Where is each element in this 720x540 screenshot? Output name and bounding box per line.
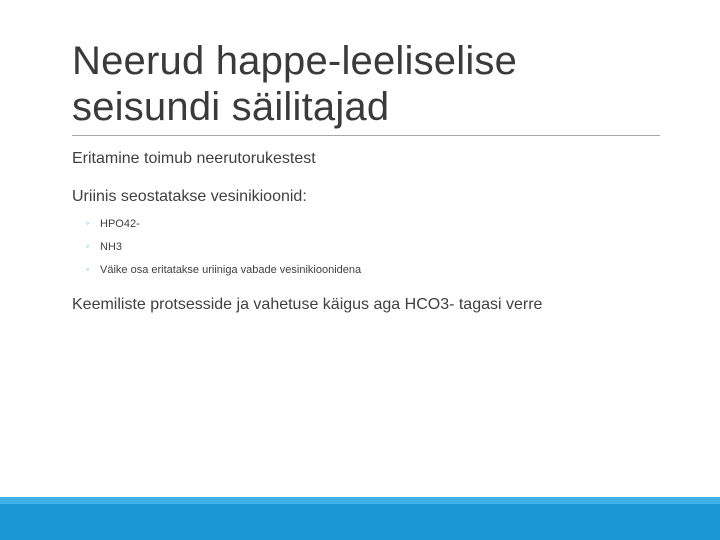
footer-accent-bar xyxy=(0,497,720,540)
slide-title-line-1: Neerud happe-leeliselise xyxy=(72,39,518,83)
sub-bullet-item xyxy=(86,258,672,281)
circle-bullet-icon: ◦ xyxy=(86,241,90,251)
sub-bullet-item xyxy=(86,212,672,235)
sub-bullet-text: HPO42- xyxy=(100,218,140,230)
sub-bullet-text: Väike osa eritatakse uriiniga vabade vesinikioonidena xyxy=(100,264,362,276)
bullet-item: Uriinis seostatakse vesinikioonid: xyxy=(72,188,307,205)
slide-body xyxy=(72,148,672,316)
slide-title-line-2: seisundi säilitajad xyxy=(72,85,390,129)
slide-title xyxy=(72,38,672,130)
circle-bullet-icon: ◦ xyxy=(86,264,90,274)
sub-bullet-text: NH3 xyxy=(100,241,123,253)
circle-bullet-icon: ◦ xyxy=(86,218,90,228)
sub-bullet-item xyxy=(86,235,672,258)
bullet-item: Eritamine toimub neerutorukestest xyxy=(72,150,316,167)
sub-bullet-list xyxy=(86,212,672,281)
bullet-item: Keemiliste protsesside ja vahetuse käigus aga HCO3- tagasi verre xyxy=(72,296,543,313)
title-divider xyxy=(72,135,660,136)
